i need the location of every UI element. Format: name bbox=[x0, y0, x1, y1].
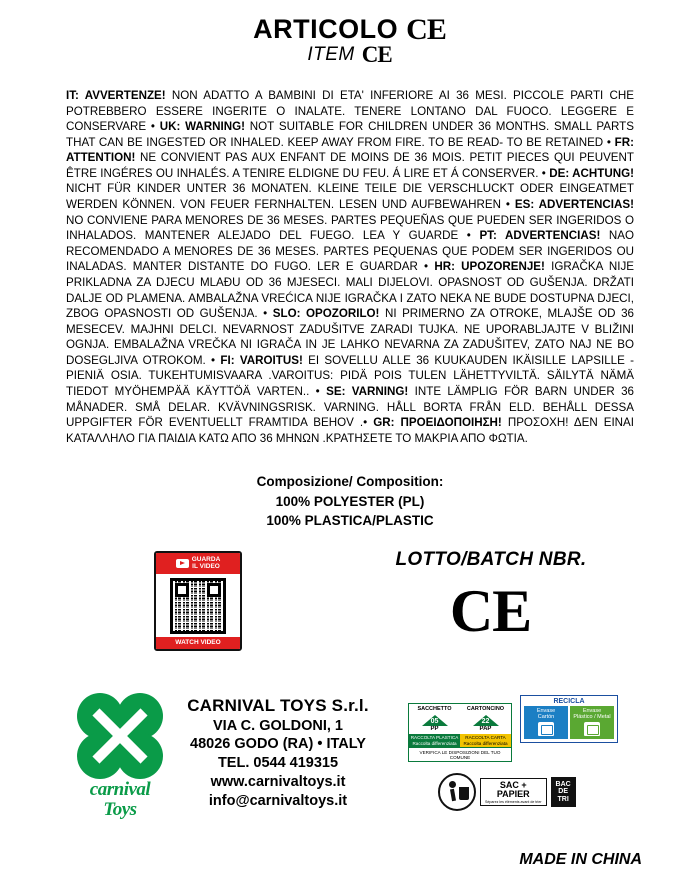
ce-mark-icon-small bbox=[362, 43, 393, 66]
ce-mark-large-icon bbox=[449, 577, 533, 644]
warning-text-uk: NOT SUITABLE FOR CHILDREN UNDER 36 MONTHS. SMALL PARTS THAT CAN BE INGESTED OR INHALED. KEEP AWAY FROM FIRE. TO BE READ- TO BE RETAINED • bbox=[66, 120, 634, 149]
recycling-material-carton: PAP bbox=[479, 725, 492, 732]
recicla-cell-carton-l2: Cartón bbox=[537, 713, 555, 720]
company-telephone: TEL. 0544 419315 bbox=[217, 754, 339, 771]
qr-code-icon[interactable] bbox=[170, 578, 226, 634]
warning-text-se: INTE LÄMPLIG FÖR BARN UNDER 36 MÅNADER. SMÅ DELAR. KVÄVNINGSRISK. VARNING. HÅLL BORTA FRÅN ELD. BEHÅLL DESSA UPPGIFTER FÖR EVENTUELLT FRAMTIDA BEHOV .• bbox=[66, 384, 634, 430]
warning-text-slo: NI PRIMERNO ZA OTROKE, MLAJŠE OD 36 MESECEV. MAJHNI DELCI. NEVARNOST ZADUŠITVE ZARADI TUJKA. NE UPORABLJAJTE V BLIŽINI OGNJA. EMBALAŽNA VREČKA NI IGRAČA IN JE LAHKO NEVARNA ZA ZADUŠITEV, ZATO NAJ NE BO DOSEGLJIVA OTROKOM. • bbox=[66, 307, 634, 367]
watch-video-qr-badge[interactable] bbox=[154, 551, 242, 651]
ce-c-glyph: C bbox=[361, 42, 379, 67]
recycling-footer-plastic bbox=[409, 734, 460, 747]
recicla-cell-carton-l1: Envase bbox=[536, 707, 556, 714]
youtube-play-icon bbox=[176, 559, 189, 568]
warning-label-slo: SLO: OPOZORILO! bbox=[272, 307, 380, 321]
article-heading-row bbox=[0, 14, 700, 45]
recycling-icons-group bbox=[408, 681, 638, 811]
sac-subtitle: Séparez les éléments avant de trier bbox=[485, 800, 542, 805]
person-binning-icon bbox=[438, 773, 476, 811]
composition-line-1: 100% POLYESTER (PL) bbox=[275, 493, 425, 509]
warning-label-uk: UK: WARNING! bbox=[159, 120, 246, 134]
bottom-section bbox=[0, 681, 700, 871]
italian-recycling-label bbox=[408, 703, 512, 762]
batch-number-label: LOTTO/BATCH NBR. bbox=[395, 548, 587, 570]
bac-line-2: DE bbox=[558, 788, 568, 796]
warning-text-it: NON ADATTO A BAMBINI DI ETA' INFERIORE AI 36 MESI. PICCOLE PARTI CHE POTREBBERO ESSERE INGERITE O INALATE. TENERE LONTANO DAL FUOCO. LEGGERE E CONSERVARE • bbox=[66, 89, 634, 134]
video-badge-footer: WATCH VIDEO bbox=[156, 637, 240, 649]
composition-line-2: 100% PLASTICA/PLASTIC bbox=[266, 513, 434, 529]
warning-text-pt: NAO RECOMENDADO A MENORES DE 36 MESES. PARTES PEQUENAS QUE PODEM SER INGERIDOS OU INALADAS. MANTER DISTANTE DO FUGO. LER E GUARDAR • bbox=[66, 229, 635, 274]
warning-label-de: DE: ACHTUNG! bbox=[549, 166, 634, 180]
recicla-cells bbox=[521, 706, 617, 742]
clover-cross-icon bbox=[89, 705, 151, 767]
bac-line-1: BAC bbox=[555, 780, 571, 788]
company-name: CARNIVAL TOYS S.r.l. bbox=[187, 695, 369, 715]
recicla-cell-plastic-l1: Envase bbox=[582, 707, 602, 714]
video-badge-header-text bbox=[192, 556, 221, 571]
bac-line-3: TRI bbox=[557, 795, 569, 803]
multilingual-warnings-block bbox=[66, 88, 634, 446]
sac-line-1: SAC + bbox=[499, 779, 527, 790]
warning-text-hr: IGRAČKA NIJE PRIKLADNA ZA DJECU MLAĐU OD 36 MJESECI. MALI DIJELOVI. OPASNOST OD GUŠENJA. DRŽATI DALJE OD PLAMENA. AMBALAŽNA VREĆICA NIJE IGRAČKA I ZATO NEKA NE BUDE DOSTUPNA DJECI, ZBOG OPASNOSTI OD GUŠENJA. • bbox=[66, 260, 634, 321]
recicla-cell-plastic-l2: Plástico / Metal bbox=[573, 713, 611, 720]
page-header bbox=[0, 0, 700, 66]
company-website[interactable]: www.carnivaltoys.it bbox=[210, 774, 346, 791]
person-head-icon bbox=[449, 781, 456, 788]
clover-icon bbox=[77, 693, 163, 779]
bin-icon bbox=[459, 787, 469, 800]
recycling-footer-paper bbox=[460, 734, 511, 747]
company-address: VIA C. GOLDONI, 1 bbox=[213, 717, 343, 734]
company-city: 48026 GODO (RA) • ITALY bbox=[190, 736, 366, 753]
warning-label-hr: HR: UPOZORENJE! bbox=[434, 260, 545, 274]
recycling-material-bag: PP bbox=[430, 725, 439, 732]
warning-label-it: IT: AVVERTENZE! bbox=[66, 89, 166, 102]
sac-papier-box bbox=[480, 778, 547, 807]
company-details bbox=[168, 695, 388, 810]
recycling-footer-paper-l2: Raccolta differenziata bbox=[463, 740, 508, 746]
recycling-code-number-bag: 05 bbox=[430, 717, 439, 725]
ce-c-glyph: C bbox=[449, 577, 494, 644]
recycle-triangle-icon bbox=[473, 715, 499, 726]
video-badge-header bbox=[156, 553, 240, 574]
recycling-footer-plastic-l2: Raccolta differenziata bbox=[412, 740, 457, 746]
warning-text-gr: ΠΡΟΣΟΧΗ! ΔΕΝ ΕΙΝΑΙ ΚΑΤΑΛΛΗΛΟ ΓΙΑ ΠΑΙΔΙΑ ΚΑΤΩ ΑΠΟ 36 ΜΗΝΩΝ .ΚΡΑΤΗΣΕΤΕ ΤΟ ΜΑΚΡΙΑ ΑΠΟ ΦΩΤΙΑ. bbox=[66, 416, 635, 445]
company-email[interactable]: info@carnivaltoys.it bbox=[208, 792, 348, 809]
recicla-cell-plastic bbox=[570, 706, 614, 739]
ce-e-glyph: E bbox=[426, 12, 447, 46]
middle-section bbox=[0, 549, 700, 677]
logo-word-line-1: carnival bbox=[89, 778, 151, 800]
item-label: ITEM bbox=[307, 43, 355, 65]
composition-block bbox=[0, 472, 700, 531]
warning-text-es: NO CONVIENE PARA MENORES DE 36 MESES. PARTES PEQUEÑAS QUE PUEDEN SER INGERIDOS O INHALADOS. MANTENER ALEJADO DEL FUEGO. LEA Y GUARDE • bbox=[66, 213, 634, 243]
person-body-icon bbox=[450, 789, 456, 802]
made-in-label: MADE IN CHINA bbox=[519, 850, 642, 868]
warning-label-se: SE: VARNING! bbox=[326, 384, 409, 398]
recycling-code-cell-carton bbox=[460, 713, 511, 734]
warning-label-es: ES: ADVERTENCIAS! bbox=[514, 198, 634, 212]
video-badge-line-1: GUARDA bbox=[191, 555, 221, 563]
recicla-title: RECICLA bbox=[553, 697, 585, 705]
ce-e-glyph: E bbox=[377, 42, 393, 67]
recycling-footer-row bbox=[409, 734, 511, 747]
french-sorting-label bbox=[438, 773, 588, 811]
recycling-municipality-note: VERIFICA LE DISPOSIZIONI DEL TUO COMUNE bbox=[409, 747, 511, 761]
warning-text-de: NICHT FÜR KINDER UNTER 36 MONATEN. KLEINE TEILE DIE VERSCHLUCKT ODER EINGEATMET WERDEN KÖNNEN. VON FEUER FERNHALTEN. LESEN UND AUFBEWAHREN • bbox=[66, 182, 634, 212]
batch-number-block bbox=[366, 548, 616, 644]
recycling-code-number-carton: 22 bbox=[481, 717, 490, 725]
composition-title: Composizione/ Composition: bbox=[256, 474, 444, 490]
recycling-footer-paper-l1: RACCOLTA CARTA bbox=[465, 735, 506, 741]
warning-text-fr: NE CONVIENT PAS AUX ENFANT DE MOINS DE 36 MOIS. PETIT PIECES QUI PEUVENT ÊTRE INGÉRES OU INHALÉS. A TENIRE ELDIGNE DU FEU. Á LIRE ET Á CONSERVER. • bbox=[66, 151, 634, 180]
warning-label-fi: FI: VAROITUS! bbox=[220, 353, 303, 367]
recycling-header-bag: SACCHETTO bbox=[417, 705, 452, 712]
warning-label-pt: PT: ADVERTENCIAS! bbox=[479, 229, 601, 243]
video-badge-line-2: IL VIDEO bbox=[192, 563, 220, 571]
bac-de-tri-box bbox=[551, 777, 576, 807]
recycle-triangle-icon bbox=[422, 715, 448, 726]
recycle-bin-icon bbox=[538, 722, 554, 736]
warning-text-fi: EI SOVELLU ALLE 36 KUUKAUDEN IKÄISILLE LAPSILLE - PIENIÄ OSIA. TUKEHTUMISVAARA .VAROITUS: PIDÄ POIS TULEN LÄHETTYVILTÄ. SÄILYTÄ NÄMÄ TIEDOT MYÖHEMPÄÄ KÄYTTÖÄ VARTEN.. • bbox=[66, 353, 634, 398]
warning-label-fr: FR: ATTENTION! bbox=[66, 135, 634, 165]
recycling-header-row bbox=[409, 704, 511, 713]
ce-mark-icon bbox=[406, 12, 447, 46]
sac-line-2: PAPIER bbox=[496, 788, 530, 799]
ce-mark-large-wrap bbox=[366, 577, 616, 644]
ce-c-glyph: C bbox=[406, 12, 428, 46]
recycling-footer-plastic-l1: RACCOLTA PLASTICA bbox=[410, 735, 459, 741]
article-label: ARTICOLO bbox=[253, 14, 399, 44]
item-heading-row bbox=[0, 43, 700, 66]
ce-e-glyph: E bbox=[492, 577, 533, 644]
carnival-toys-logo bbox=[70, 693, 170, 819]
recycling-code-cell-bag bbox=[409, 713, 460, 734]
recicla-cell-carton bbox=[524, 706, 568, 739]
recycle-bin-icon bbox=[584, 722, 600, 736]
recycling-code-row bbox=[409, 713, 511, 734]
recycling-header-carton: CARTONCINO bbox=[466, 705, 505, 712]
spanish-recycling-label bbox=[520, 695, 618, 743]
logo-word-line-2: Toys bbox=[103, 799, 137, 821]
warning-label-gr: GR: ΠΡΟΕΙΔΟΠΟΙΗΣΗ! bbox=[373, 416, 502, 430]
